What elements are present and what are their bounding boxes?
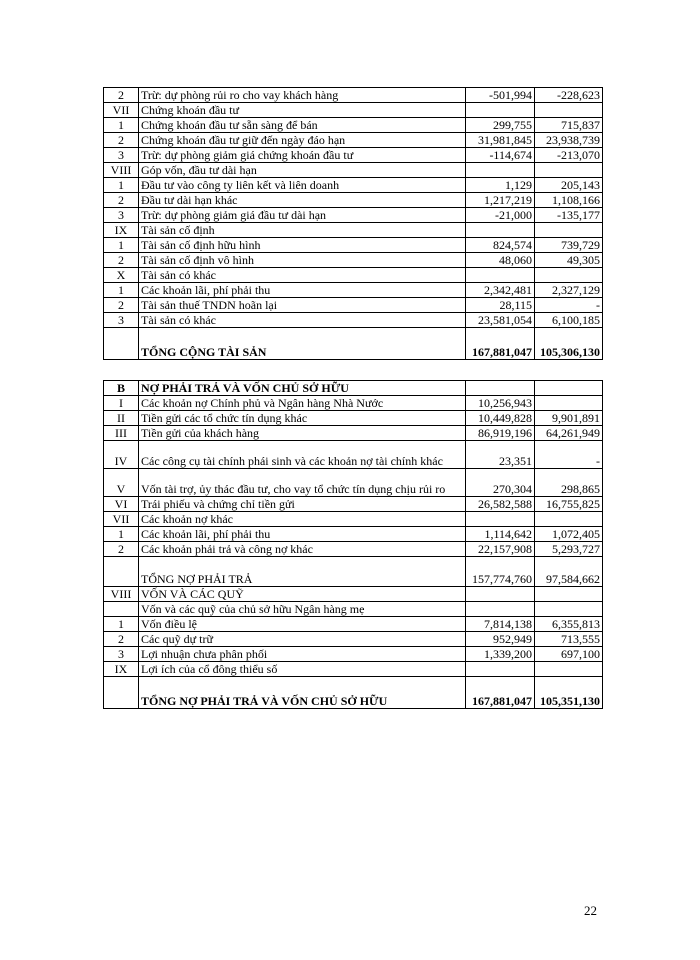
grand-total-current: 167,881,047	[466, 677, 535, 709]
table-row	[104, 208, 603, 223]
table-row	[104, 193, 603, 208]
table-row	[104, 512, 603, 527]
row-value-prior: 298,865	[535, 469, 603, 497]
row-number: IX	[104, 223, 139, 238]
table-row	[104, 411, 603, 426]
table-row	[104, 148, 603, 163]
row-value-current: 86,919,196	[466, 426, 535, 441]
assets-table-body	[104, 88, 603, 328]
row-number: 3	[104, 208, 139, 223]
row-value-current: 2,342,481	[466, 283, 535, 298]
row-label: Tài sản cố định	[139, 223, 466, 238]
row-label: Tài sản có khác	[139, 268, 466, 283]
row-value-current: 1,217,219	[466, 193, 535, 208]
row-value-prior: -228,623	[535, 88, 603, 103]
grand-total-row	[104, 677, 603, 709]
table-row	[104, 103, 603, 118]
row-number: IV	[104, 441, 139, 469]
row-value-prior: 49,305	[535, 253, 603, 268]
row-value-current: 26,582,588	[466, 497, 535, 512]
row-number: 2	[104, 298, 139, 313]
row-label: Các khoản nợ khác	[139, 512, 466, 527]
row-label: Lợi ích của cổ đông thiểu số	[139, 662, 466, 677]
row-number: 1	[104, 283, 139, 298]
row-value-current: 28,115	[466, 298, 535, 313]
row-value-prior: 23,938,739	[535, 133, 603, 148]
row-number: 3	[104, 313, 139, 328]
row-value-prior: -135,177	[535, 208, 603, 223]
row-number: 1	[104, 178, 139, 193]
row-value-current: 22,157,908	[466, 542, 535, 557]
page-number: 22	[584, 903, 597, 918]
equity-number: VIII	[104, 587, 139, 602]
row-number	[104, 677, 139, 709]
row-value-prior	[535, 223, 603, 238]
section-b-title: NỢ PHẢI TRẢ VÀ VỐN CHỦ SỞ HỮU	[139, 381, 466, 396]
table-row	[104, 662, 603, 677]
table-row	[104, 178, 603, 193]
row-value-prior: -	[535, 441, 603, 469]
empty-cell	[466, 587, 535, 602]
table-row	[104, 426, 603, 441]
total-liabilities-label: TỔNG NỢ PHẢI TRẢ	[139, 557, 466, 587]
table-row	[104, 163, 603, 178]
row-number: 1	[104, 617, 139, 632]
row-value-current: 48,060	[466, 253, 535, 268]
total-assets-prior: 105,306,130	[535, 328, 603, 360]
table-row	[104, 497, 603, 512]
row-number	[104, 602, 139, 617]
row-number: VII	[104, 103, 139, 118]
equity-subtitle: Vốn và các quỹ của chủ sở hữu Ngân hàng mẹ	[139, 602, 466, 617]
row-value-prior: -213,070	[535, 148, 603, 163]
row-value-current: -501,994	[466, 88, 535, 103]
row-value-prior: 64,261,949	[535, 426, 603, 441]
row-value-prior: 6,355,813	[535, 617, 603, 632]
row-number	[104, 557, 139, 587]
row-value-current: 23,581,054	[466, 313, 535, 328]
row-number: 2	[104, 253, 139, 268]
row-value-prior: 16,755,825	[535, 497, 603, 512]
row-label: Trái phiếu và chứng chỉ tiền gửi	[139, 497, 466, 512]
row-label: Các khoản lãi, phí phải thu	[139, 283, 466, 298]
table-row	[104, 88, 603, 103]
row-value-current: -114,674	[466, 148, 535, 163]
row-value-current	[466, 268, 535, 283]
row-value-prior	[535, 662, 603, 677]
row-value-current: 23,351	[466, 441, 535, 469]
row-value-prior: 713,555	[535, 632, 603, 647]
table-row	[104, 441, 603, 469]
grand-total-label: TỔNG NỢ PHẢI TRẢ VÀ VỐN CHỦ SỞ HỮU	[139, 677, 466, 709]
row-value-prior: 739,729	[535, 238, 603, 253]
row-label: Đầu tư dài hạn khác	[139, 193, 466, 208]
row-value-prior: 205,143	[535, 178, 603, 193]
total-assets-current: 167,881,047	[466, 328, 535, 360]
table-row	[104, 118, 603, 133]
row-label: Tài sản cố định vô hình	[139, 253, 466, 268]
equity-title: VỐN VÀ CÁC QUỸ	[139, 587, 466, 602]
table-row	[104, 238, 603, 253]
row-value-prior: 1,108,166	[535, 193, 603, 208]
row-value-current	[466, 223, 535, 238]
row-number: 1	[104, 527, 139, 542]
row-value-current: 7,814,138	[466, 617, 535, 632]
row-label: Các quỹ dự trữ	[139, 632, 466, 647]
row-number: 2	[104, 88, 139, 103]
table-row	[104, 268, 603, 283]
row-label: Trừ: dự phòng giảm giá đầu tư dài hạn	[139, 208, 466, 223]
total-liabilities-current: 157,774,760	[466, 557, 535, 587]
row-label: Các khoản lãi, phí phải thu	[139, 527, 466, 542]
row-value-prior	[535, 103, 603, 118]
empty-cell	[535, 381, 603, 396]
row-value-prior	[535, 163, 603, 178]
row-number: 2	[104, 632, 139, 647]
row-value-current: 299,755	[466, 118, 535, 133]
row-number: IX	[104, 662, 139, 677]
row-label: Góp vốn, đầu tư dài hạn	[139, 163, 466, 178]
row-value-current: 1,114,642	[466, 527, 535, 542]
table-row	[104, 632, 603, 647]
table-row	[104, 647, 603, 662]
row-label: Các khoản phải trả và công nợ khác	[139, 542, 466, 557]
row-value-prior: -	[535, 298, 603, 313]
row-value-prior	[535, 512, 603, 527]
row-number: III	[104, 426, 139, 441]
row-value-current: 31,981,845	[466, 133, 535, 148]
row-label: Tiền gửi các tổ chức tín dụng khác	[139, 411, 466, 426]
total-assets-row	[104, 328, 603, 360]
table-row	[104, 223, 603, 238]
row-number: I	[104, 396, 139, 411]
row-value-current: 10,449,828	[466, 411, 535, 426]
row-number: 2	[104, 133, 139, 148]
row-label: Vốn tài trợ, ủy thác đầu tư, cho vay tổ chức tín dụng chịu rủi ro	[139, 469, 466, 497]
table-row	[104, 133, 603, 148]
row-value-prior: 715,837	[535, 118, 603, 133]
table-row	[104, 527, 603, 542]
row-value-prior: 6,100,185	[535, 313, 603, 328]
table-row	[104, 542, 603, 557]
row-number: 2	[104, 542, 139, 557]
row-value-current: 270,304	[466, 469, 535, 497]
row-label: Tài sản thuế TNDN hoãn lại	[139, 298, 466, 313]
row-label: Chứng khoán đầu tư	[139, 103, 466, 118]
row-label: Trừ: dự phòng rủi ro cho vay khách hàng	[139, 88, 466, 103]
empty-cell	[466, 381, 535, 396]
row-label: Lợi nhuận chưa phân phối	[139, 647, 466, 662]
total-liabilities-row	[104, 557, 603, 587]
row-number: X	[104, 268, 139, 283]
row-number: 3	[104, 148, 139, 163]
row-value-prior	[535, 268, 603, 283]
row-number: 2	[104, 193, 139, 208]
row-number: VI	[104, 497, 139, 512]
table-row	[104, 396, 603, 411]
table-row	[104, 298, 603, 313]
empty-cell	[535, 587, 603, 602]
empty-cell	[535, 602, 603, 617]
table-row	[104, 469, 603, 497]
table-row	[104, 617, 603, 632]
total-liabilities-prior: 97,584,662	[535, 557, 603, 587]
row-label: Chứng khoán đầu tư sẵn sàng để bán	[139, 118, 466, 133]
equity-header-row	[104, 587, 603, 602]
equity-body	[104, 617, 603, 677]
row-value-current: 952,949	[466, 632, 535, 647]
table-row	[104, 313, 603, 328]
liabilities-equity-table	[103, 380, 603, 709]
assets-table	[103, 87, 603, 360]
total-assets-label: TỔNG CỘNG TÀI SẢN	[139, 328, 466, 360]
row-value-current: 1,129	[466, 178, 535, 193]
row-label: Vốn điều lệ	[139, 617, 466, 632]
grand-total-prior: 105,351,130	[535, 677, 603, 709]
row-value-current: -21,000	[466, 208, 535, 223]
row-label: Đầu tư vào công ty liên kết và liên doanh	[139, 178, 466, 193]
row-value-prior: 5,293,727	[535, 542, 603, 557]
row-value-current	[466, 163, 535, 178]
section-b-number: B	[104, 381, 139, 396]
row-value-current: 10,256,943	[466, 396, 535, 411]
row-label: Các công cụ tài chính phái sinh và các khoản nợ tài chính khác	[139, 441, 466, 469]
row-number: VIII	[104, 163, 139, 178]
row-number	[104, 328, 139, 360]
row-number: 1	[104, 238, 139, 253]
table-row	[104, 253, 603, 268]
liabilities-body	[104, 396, 603, 557]
row-label: Tài sản có khác	[139, 313, 466, 328]
row-number: V	[104, 469, 139, 497]
table-row	[104, 283, 603, 298]
row-value-current: 824,574	[466, 238, 535, 253]
row-label: Chứng khoán đầu tư giữ đến ngày đáo hạn	[139, 133, 466, 148]
row-label: Các khoản nợ Chính phủ và Ngân hàng Nhà Nước	[139, 396, 466, 411]
row-value-current	[466, 662, 535, 677]
equity-sub-row	[104, 602, 603, 617]
row-value-prior: 9,901,891	[535, 411, 603, 426]
row-number: 1	[104, 118, 139, 133]
row-value-prior: 2,327,129	[535, 283, 603, 298]
row-value-prior: 1,072,405	[535, 527, 603, 542]
row-value-prior: 697,100	[535, 647, 603, 662]
row-label: Tiền gửi của khách hàng	[139, 426, 466, 441]
row-number: 3	[104, 647, 139, 662]
section-b-header-row	[104, 381, 603, 396]
row-value-prior	[535, 396, 603, 411]
row-number: II	[104, 411, 139, 426]
row-value-current	[466, 103, 535, 118]
row-label: Tài sản cố định hữu hình	[139, 238, 466, 253]
row-value-current	[466, 512, 535, 527]
row-label: Trừ: dự phòng giảm giá chứng khoán đầu tư	[139, 148, 466, 163]
row-value-current: 1,339,200	[466, 647, 535, 662]
empty-cell	[466, 602, 535, 617]
row-number: VII	[104, 512, 139, 527]
